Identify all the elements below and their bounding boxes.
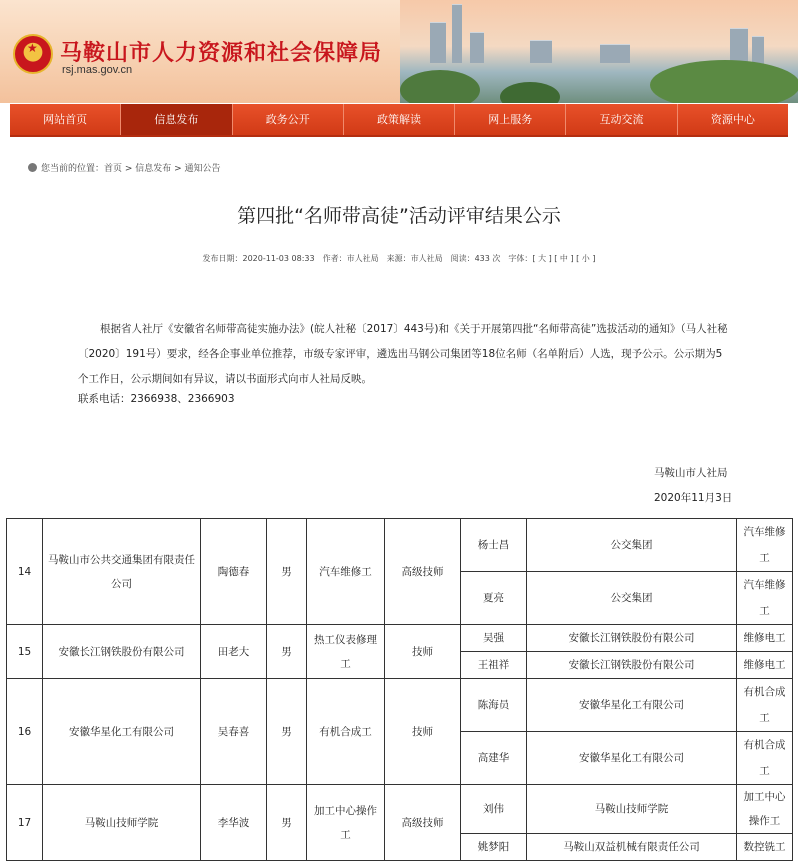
cell-level: 技师 (385, 679, 461, 785)
cell-no: 14 (7, 519, 43, 625)
nav-item-home[interactable]: 网站首页 (10, 104, 121, 135)
list-table (6, 518, 793, 861)
cell-apprentice-unit: 安徽华星化工有限公司 (527, 679, 737, 732)
table-row (7, 679, 793, 732)
cell-no: 17 (7, 785, 43, 861)
sign-date: 2020年11月3日 (654, 492, 733, 504)
cell-apprentice: 高建华 (461, 732, 527, 785)
cell-apprentice: 夏亮 (461, 572, 527, 625)
city-skyline-image (400, 0, 798, 103)
nav-item-info[interactable]: 信息发布 (121, 104, 232, 135)
cell-company: 马鞍山市公共交通集团有限责任公司 (43, 519, 201, 625)
table-row (7, 625, 793, 652)
nav-item-gov-affairs[interactable]: 政务公开 (233, 104, 344, 135)
cell-apprentice: 杨士昌 (461, 519, 527, 572)
table-row (7, 785, 793, 834)
breadcrumb-text[interactable]: 您当前的位置：首页 > 信息发布 > 通知公告 (41, 164, 221, 174)
cell-trade: 有机合成工 (307, 679, 385, 785)
cell-trade: 加工中心操作工 (307, 785, 385, 861)
nav-item-interaction[interactable]: 互动交流 (566, 104, 677, 135)
cell-apprentice-trade: 有机合成工 (737, 732, 793, 785)
cell-apprentice: 陈海员 (461, 679, 527, 732)
cell-no: 15 (7, 625, 43, 679)
cell-apprentice-unit: 安徽长江钢铁股份有限公司 (527, 652, 737, 679)
cell-apprentice-trade: 汽车维修工 (737, 572, 793, 625)
cell-apprentice-trade: 有机合成工 (737, 679, 793, 732)
header-banner (0, 0, 798, 103)
nav-item-policy[interactable]: 政策解读 (344, 104, 455, 135)
cell-master: 吴春喜 (201, 679, 267, 785)
cell-master: 田老大 (201, 625, 267, 679)
cell-no: 16 (7, 679, 43, 785)
cell-apprentice-unit: 公交集团 (527, 519, 737, 572)
cell-apprentice: 吴强 (461, 625, 527, 652)
cell-apprentice-unit: 公交集团 (527, 572, 737, 625)
cell-apprentice-trade: 维修电工 (737, 625, 793, 652)
cell-apprentice-unit: 马鞍山技师学院 (527, 785, 737, 834)
location-icon (28, 163, 37, 172)
site-title[interactable]: 马鞍山市人力资源和社会保障局 (60, 41, 383, 66)
site-url[interactable]: rsj.mas.gov.cn (62, 64, 133, 76)
cell-master: 李华波 (201, 785, 267, 861)
cell-apprentice-trade: 维修电工 (737, 652, 793, 679)
contact-phone: 联系电话：2366938、2366903 (78, 393, 235, 405)
cell-level: 高级技师 (385, 519, 461, 625)
star-icon: ★ (27, 41, 38, 55)
cell-gender: 男 (267, 785, 307, 861)
article-meta: 发布日期：2020-11-03 08:33 作者：市人社局 来源：市人社局 阅读：433 次 字体：[ 大 ] [ 中 ] [ 小 ] (202, 254, 596, 263)
cell-trade: 热工仪表修理工 (307, 625, 385, 679)
cell-apprentice-trade: 加工中心操作工 (737, 785, 793, 834)
cell-company: 安徽华星化工有限公司 (43, 679, 201, 785)
cell-apprentice-unit: 安徽华星化工有限公司 (527, 732, 737, 785)
cell-company: 安徽长江钢铁股份有限公司 (43, 625, 201, 679)
article-body (78, 317, 728, 392)
article-body-text: 根据省人社厅《安徽省名师带高徒实施办法》(皖人社秘〔2017〕443号)和《关于开展第四批“名师带高徒”选拔活动的通知》（马人社秘〔2020〕191号）要求，经各企事业单位推荐，市级专家评审，遴选出马钢公司集团等18位名师（名单附后）人选，现予公示。公示期为5个工作日，公示期间如有异议，请以书面形式向市人社局反映。 (78, 323, 728, 385)
cell-apprentice: 姚梦阳 (461, 834, 527, 861)
cell-gender: 男 (267, 519, 307, 625)
cell-gender: 男 (267, 679, 307, 785)
signature: 马鞍山市人社局 (654, 467, 728, 479)
cell-apprentice: 王祖祥 (461, 652, 527, 679)
cell-apprentice-unit: 马鞍山双益机械有限责任公司 (527, 834, 737, 861)
article-title: 第四批“名师带高徒”活动评审结果公示 (237, 205, 561, 227)
cell-master: 陶德春 (201, 519, 267, 625)
main-nav (10, 104, 788, 137)
table-row (7, 519, 793, 572)
cell-gender: 男 (267, 625, 307, 679)
cell-company: 马鞍山技师学院 (43, 785, 201, 861)
breadcrumb (28, 161, 221, 174)
cell-level: 高级技师 (385, 785, 461, 861)
cell-apprentice: 刘伟 (461, 785, 527, 834)
cell-level: 技师 (385, 625, 461, 679)
cell-apprentice-unit: 安徽长江钢铁股份有限公司 (527, 625, 737, 652)
cell-apprentice-trade: 数控铣工 (737, 834, 793, 861)
cell-trade: 汽车维修工 (307, 519, 385, 625)
cell-apprentice-trade: 汽车维修工 (737, 519, 793, 572)
nav-item-resources[interactable]: 资源中心 (710, 113, 755, 126)
nav-item-online-service[interactable]: 网上服务 (455, 104, 566, 135)
